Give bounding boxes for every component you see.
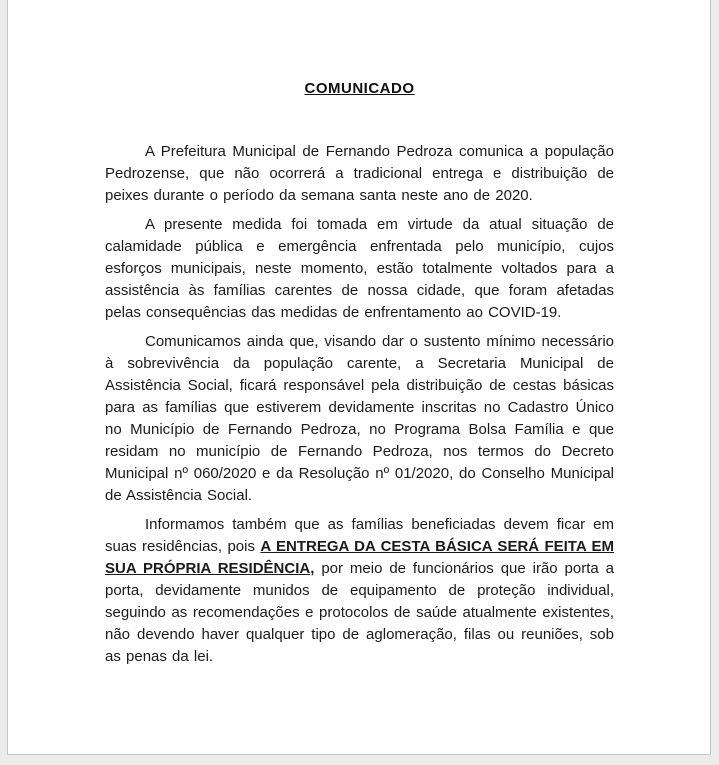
paragraph-4-text-before: Informamos também que as famílias beneficiadas devem ficar em suas residências, pois <box>105 516 614 555</box>
paragraph-4-highlighted-text: A ENTREGA DA CESTA BÁSICA SERÁ FEITA EM SUA PRÓPRIA RESIDÊNCIA, <box>105 538 614 577</box>
paragraph-4 <box>105 514 614 668</box>
paragraph-3: Comunicamos ainda que, visando dar o sustento mínimo necessário à sobrevivência da população carente, a Secretaria Municipal de Assistência Social, ficará responsável pela distribuição de cestas básicas para as famílias que estiverem devidamente inscritas no Cadastro Único no Município de Fernando Pedroza, no Programa Bolsa Família e que residam no município de Fernando Pedroza, nos termos do Decreto Municipal nº 060/2020 e da Resolução nº 01/2020, do Conselho Municipal de Assistência Social. <box>105 333 614 504</box>
paragraph-4-text-after: por meio de funcionários que irão porta a porta, devidamente munidos de equipamento de proteção individual, seguindo as recomendações e protocolos de saúde atualmente existentes, não devendo haver qualquer tipo de aglomeração, filas ou reuniões, sob as penas da lei. <box>105 560 614 665</box>
document-title: COMUNICADO <box>304 80 415 97</box>
document-content <box>8 0 710 668</box>
paragraph-2: A presente medida foi tomada em virtude da atual situação de calamidade pública e emergência enfrentada pelo município, cujos esforços municipais, neste momento, estão totalmente voltados para a assistência às famílias carentes de nossa cidade, que foram afetadas pelas consequências das medidas de enfrentamento ao COVID-19. <box>105 216 614 321</box>
document-page <box>7 0 711 755</box>
paragraph-1: A Prefeitura Municipal de Fernando Pedroza comunica a população Pedrozense, que não ocorrerá a tradicional entrega e distribuição de peixes durante o período da semana santa neste ano de 2020. <box>105 143 614 204</box>
